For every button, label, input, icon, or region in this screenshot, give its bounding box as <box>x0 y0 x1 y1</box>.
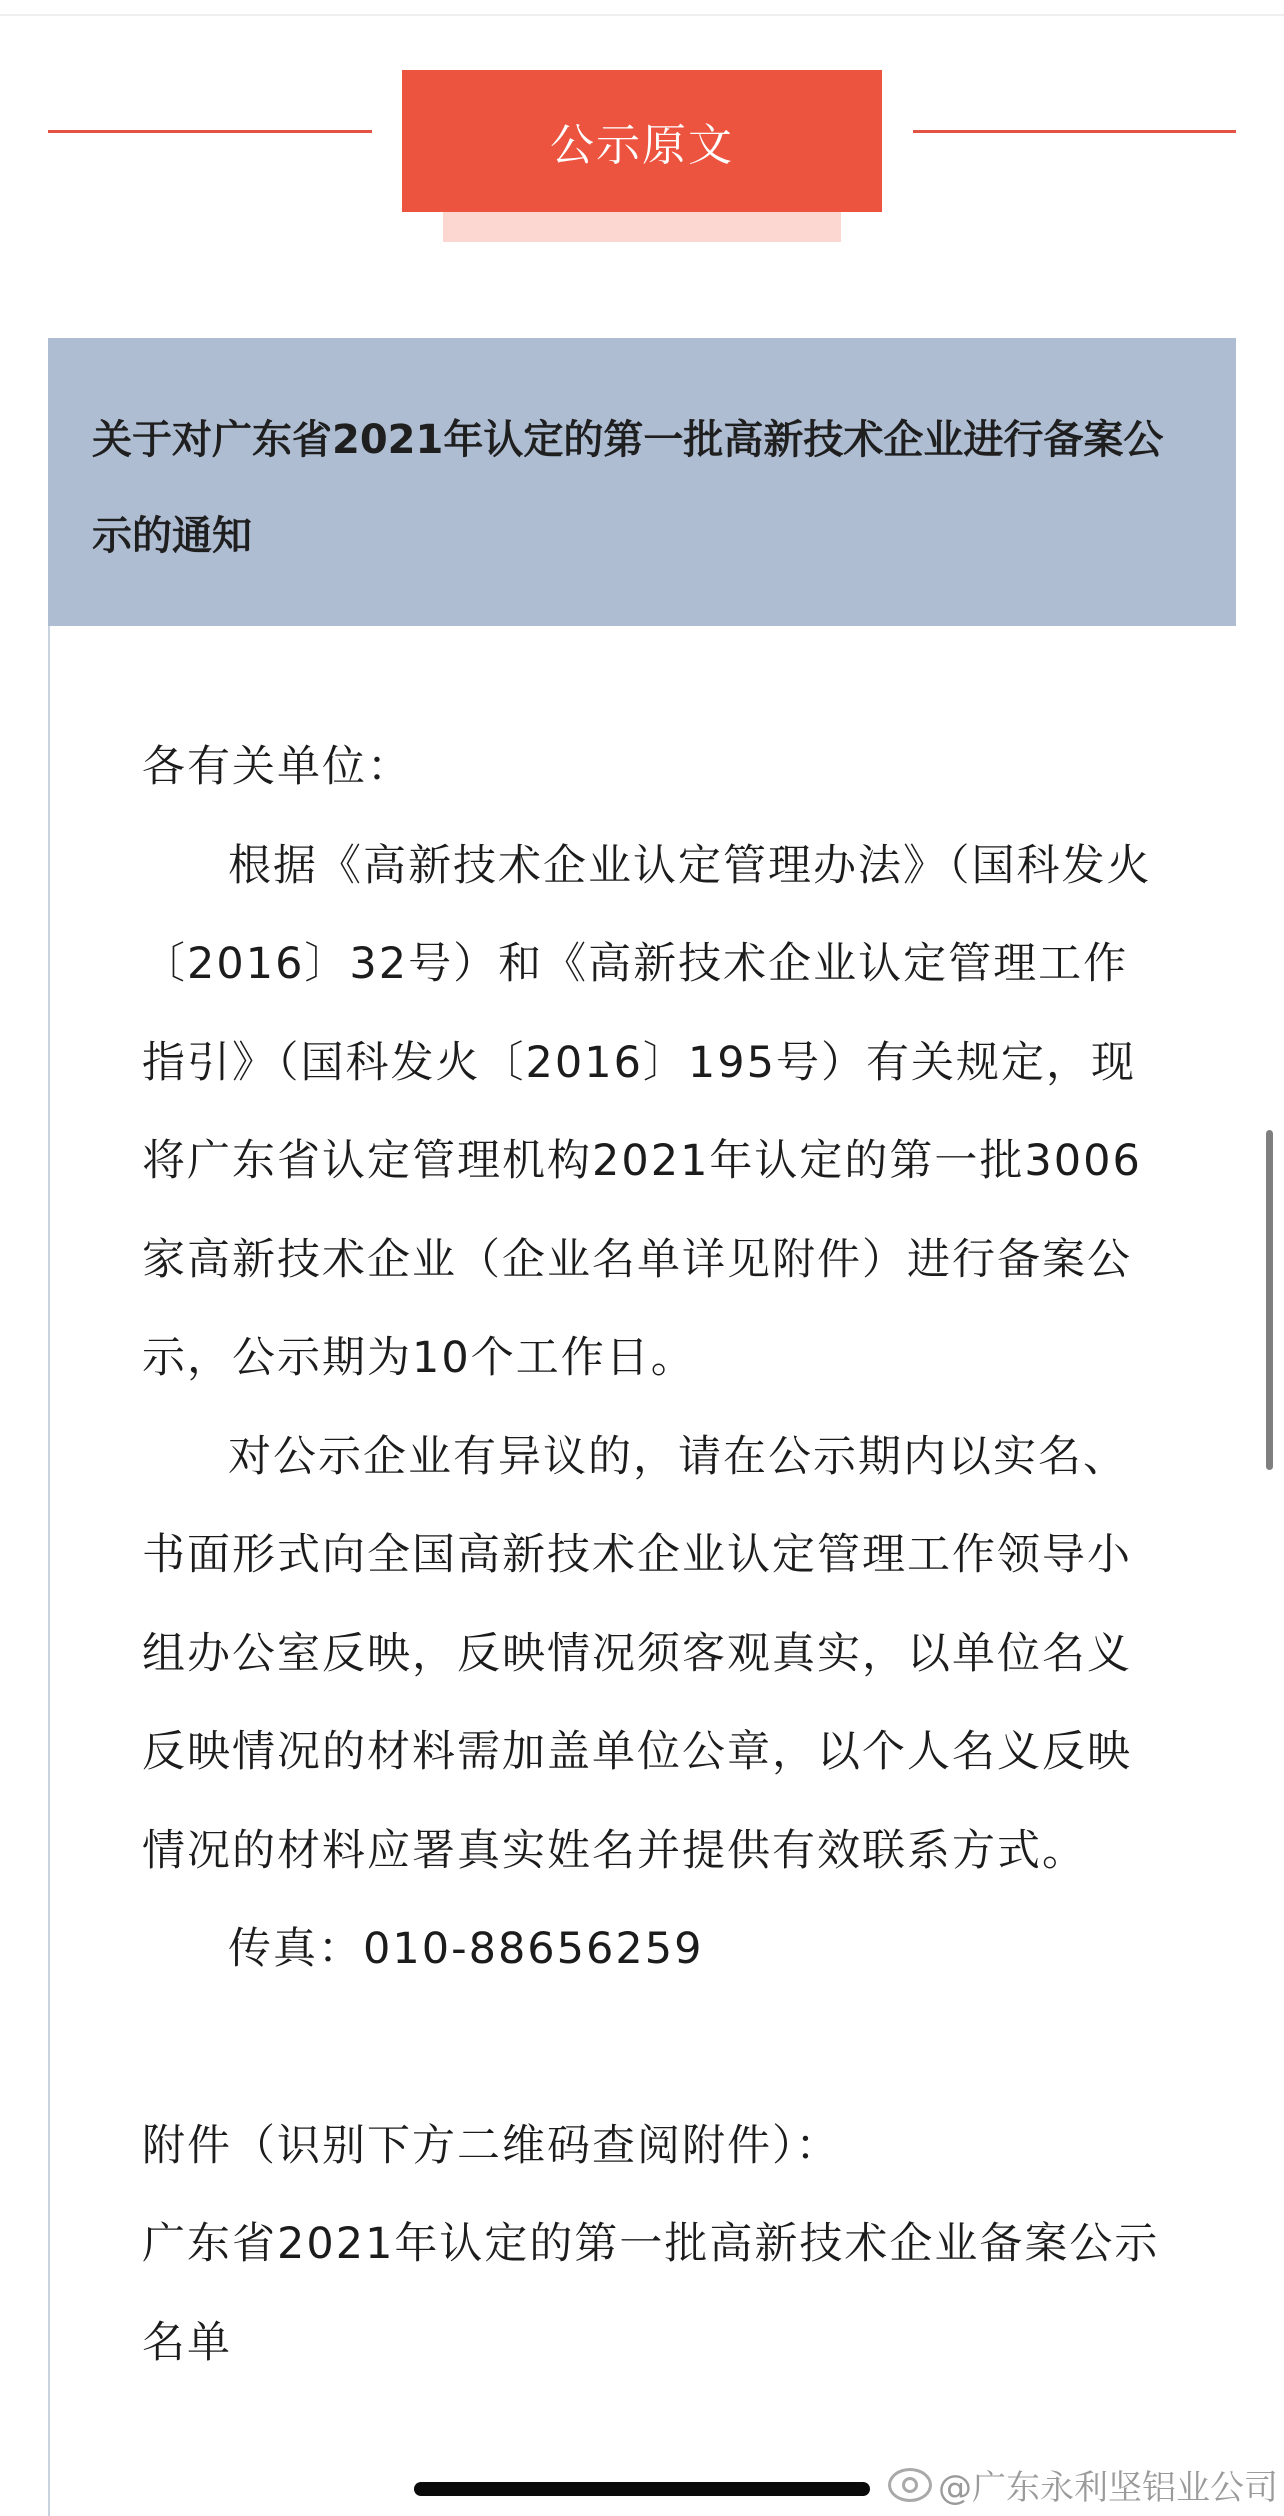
section-header-title: 公示原文 <box>550 120 734 171</box>
attachment-name: 广东省2021年认定的第一批高新技术企业备案公示名单 <box>142 2219 1160 2368</box>
salutation: 各有关单位： <box>142 742 412 792</box>
attachment-label: 附件（识别下方二维码查阅附件）： <box>142 2120 841 2171</box>
paragraph-regulation: 根据《高新技术企业认定管理办法》（国科发火〔2016〕32号）和《高新技术企业认定管理工作指引》（国科发火〔2016〕195号）有关规定，现将广东省认定管理机构2021年认定的第一批3006家高新技术企业（企业名单详见附件）进行备案公示，公示期为10个工作日。 <box>142 840 1152 1383</box>
home-indicator[interactable] <box>414 2482 870 2496</box>
fax-number: 传真：010-88656259 <box>228 1924 704 1974</box>
header-right-rule <box>913 130 1236 133</box>
header-left-rule <box>48 130 372 133</box>
notice-title: 关于对广东省2021年认定的第一批高新技术企业进行备案公示的通知 <box>92 417 1164 559</box>
notice-body <box>142 718 1162 2392</box>
notice-title-band <box>48 338 1236 626</box>
watermark <box>888 2460 1278 2509</box>
watermark-text: @广东永利坚铝业公司 <box>938 2468 1278 2508</box>
weibo-icon <box>888 2468 932 2502</box>
top-divider <box>0 14 1284 16</box>
paragraph-objection: 对公示企业有异议的，请在公示期内以实名、书面形式向全国高新技术企业认定管理工作领导小组办公室反映，反映情况须客观真实，以单位名义反映情况的材料需加盖单位公章，以个人名义反映情况的材料应署真实姓名并提供有效联系方式。 <box>142 1431 1132 1876</box>
section-header <box>402 70 882 212</box>
body-spacer <box>142 1999 1162 2097</box>
scrollbar[interactable] <box>1266 1130 1273 1470</box>
